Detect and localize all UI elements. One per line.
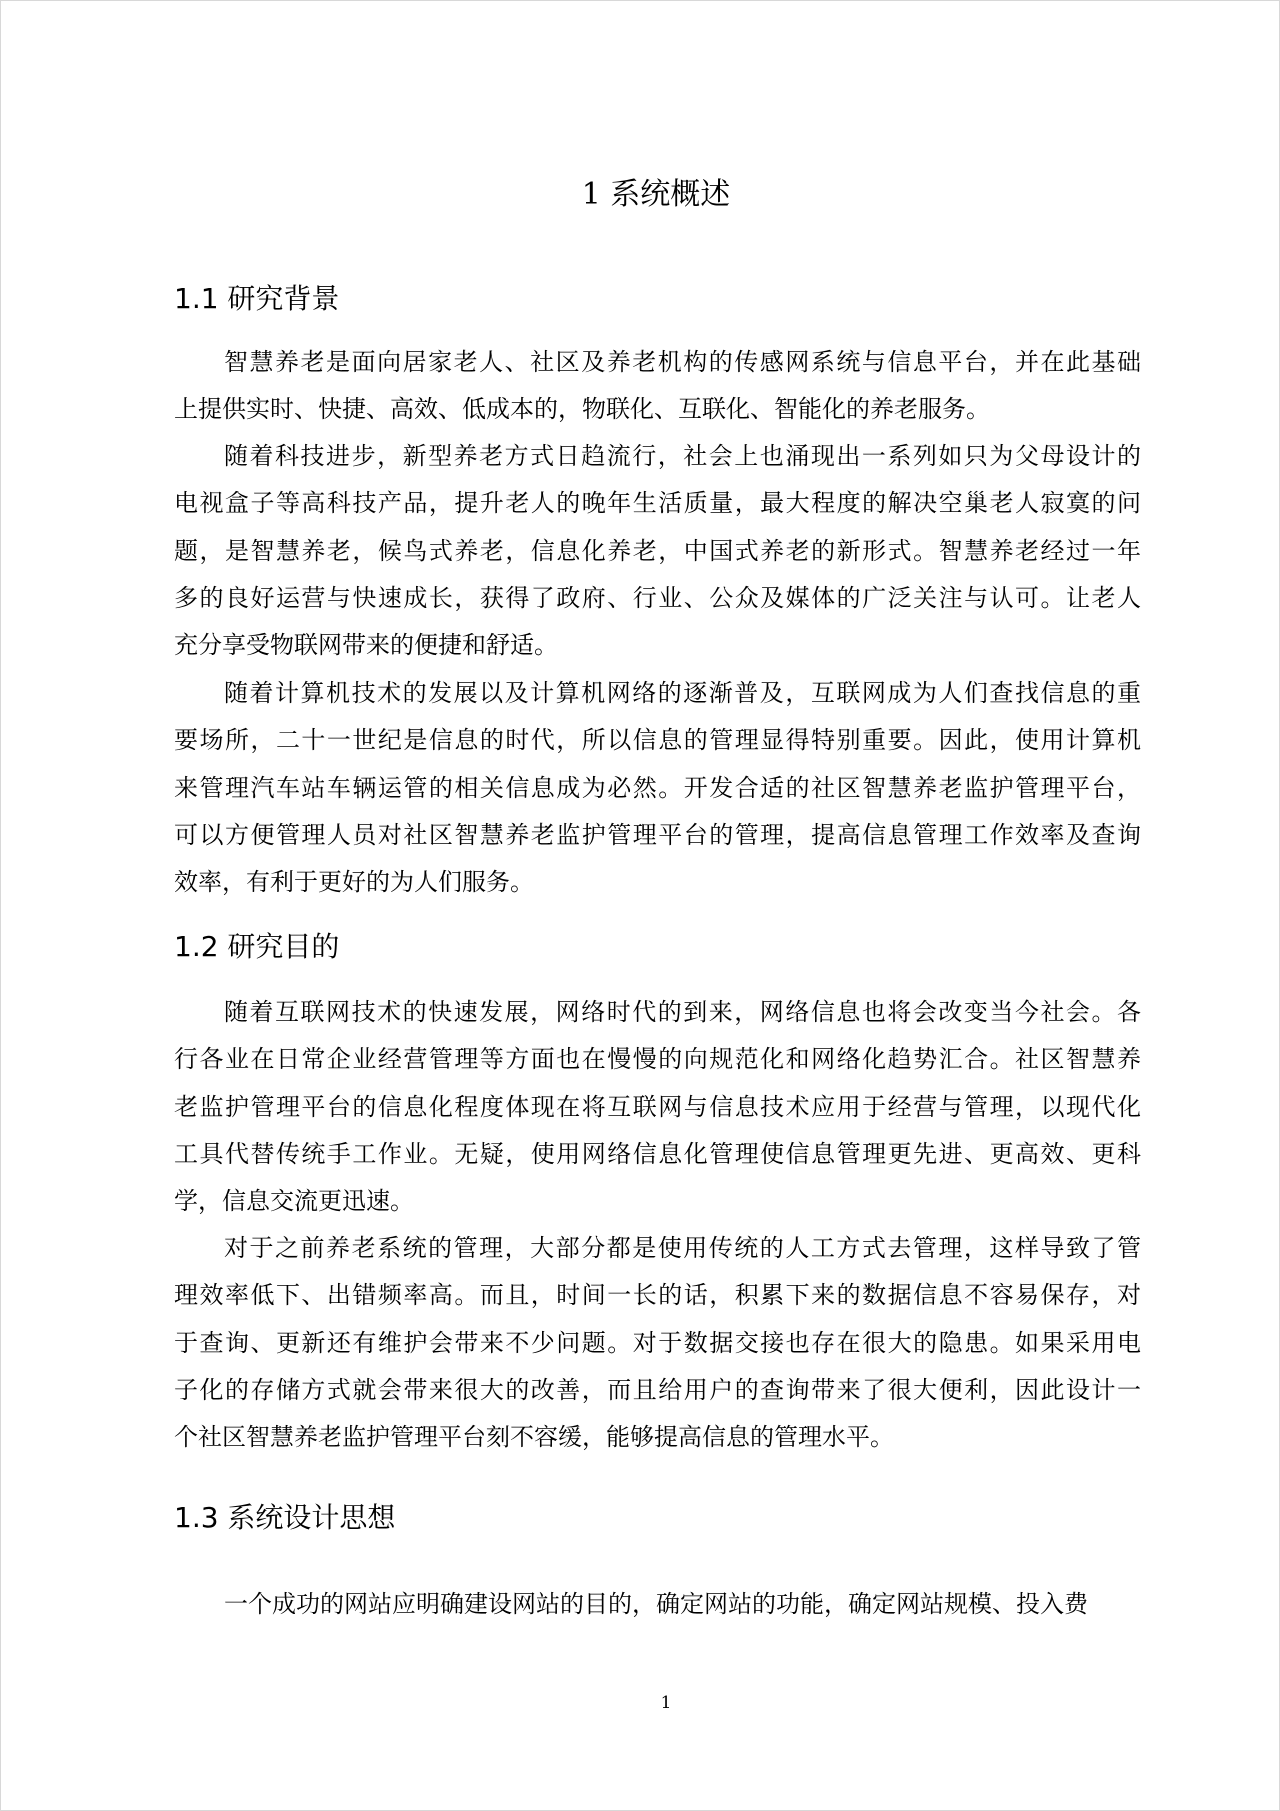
text-line: 一个成功的网站应明确建设网站的目的，确定网站的功能，确定网站规模、投入费 bbox=[224, 1590, 1088, 1618]
section-heading-1-3: 1.3 系统设计思想 bbox=[174, 1501, 396, 1534]
text-line: 子化的存储方式就会带来很大的改善，而且给用户的查询带来了很大便利，因此设计一 bbox=[174, 1375, 1141, 1404]
text-line: 智慧养老是面向居家老人、社区及养老机构的传感网系统与信息平台，并在此基础 bbox=[224, 348, 1141, 376]
paragraph bbox=[174, 1225, 1141, 1461]
text-line: 随着计算机技术的发展以及计算机网络的逐渐普及，互联网成为人们查找信息的重 bbox=[224, 679, 1141, 707]
paragraph bbox=[174, 339, 1141, 434]
text-line: 随着互联网技术的快速发展，网络时代的到来，网络信息也将会改变当今社会。各 bbox=[224, 998, 1141, 1026]
text-line: 要场所，二十一世纪是信息的时代，所以信息的管理显得特别重要。因此，使用计算机 bbox=[174, 726, 1141, 755]
text-line: 理效率低下、出错频率高。而且，时间一长的话，积累下来的数据信息不容易保存，对 bbox=[174, 1281, 1141, 1310]
text-line: 多的良好运营与快速成长，获得了政府、行业、公众及媒体的广泛关注与认可。让老人 bbox=[174, 583, 1141, 612]
text-line: 工具代替传统手工作业。无疑，使用网络信息化管理使信息管理更先进、更高效、更科 bbox=[174, 1139, 1141, 1168]
chapter-title: 1 系统概述 bbox=[581, 177, 731, 212]
paragraph bbox=[174, 670, 1141, 906]
text-line: 可以方便管理人员对社区智慧养老监护管理平台的管理，提高信息管理工作效率及查询 bbox=[174, 820, 1141, 849]
text-line: 于查询、更新还有维护会带来不少问题。对于数据交接也存在很大的隐患。如果采用电 bbox=[174, 1328, 1141, 1357]
text-line: 电视盒子等高科技产品，提升老人的晚年生活质量，最大程度的解决空巢老人寂寞的问 bbox=[174, 489, 1141, 518]
text-line: 来管理汽车站车辆运管的相关信息成为必然。开发合适的社区智慧养老监护管理平台， bbox=[174, 773, 1141, 802]
text-line: 行各业在日常企业经营管理等方面也在慢慢的向规范化和网络化趋势汇合。社区智慧养 bbox=[174, 1045, 1141, 1074]
paragraph bbox=[174, 1581, 1141, 1628]
text-line: 充分享受物联网带来的便捷和舒适。 bbox=[174, 631, 558, 660]
text-line: 老监护管理平台的信息化程度体现在将互联网与信息技术应用于经营与管理，以现代化 bbox=[174, 1092, 1141, 1121]
section-heading-1-1: 1.1 研究背景 bbox=[174, 282, 340, 315]
text-line: 随着科技进步，新型养老方式日趋流行，社会上也涌现出一系列如只为父母设计的 bbox=[224, 442, 1141, 470]
text-line: 上提供实时、快捷、高效、低成本的，物联化、互联化、智能化的养老服务。 bbox=[174, 395, 990, 424]
text-line: 对于之前养老系统的管理，大部分都是使用传统的人工方式去管理，这样导致了管 bbox=[224, 1234, 1141, 1262]
text-line: 题，是智慧养老，候鸟式养老，信息化养老，中国式养老的新形式。智慧养老经过一年 bbox=[174, 536, 1141, 565]
text-line: 学，信息交流更迅速。 bbox=[174, 1187, 414, 1216]
text-line: 效率，有利于更好的为人们服务。 bbox=[174, 868, 534, 897]
page-number: 1 bbox=[660, 1693, 672, 1713]
paragraph bbox=[174, 989, 1141, 1225]
text-line: 个社区智慧养老监护管理平台刻不容缓，能够提高信息的管理水平。 bbox=[174, 1423, 894, 1452]
section-heading-1-2: 1.2 研究目的 bbox=[174, 930, 340, 963]
paragraph bbox=[174, 433, 1141, 669]
